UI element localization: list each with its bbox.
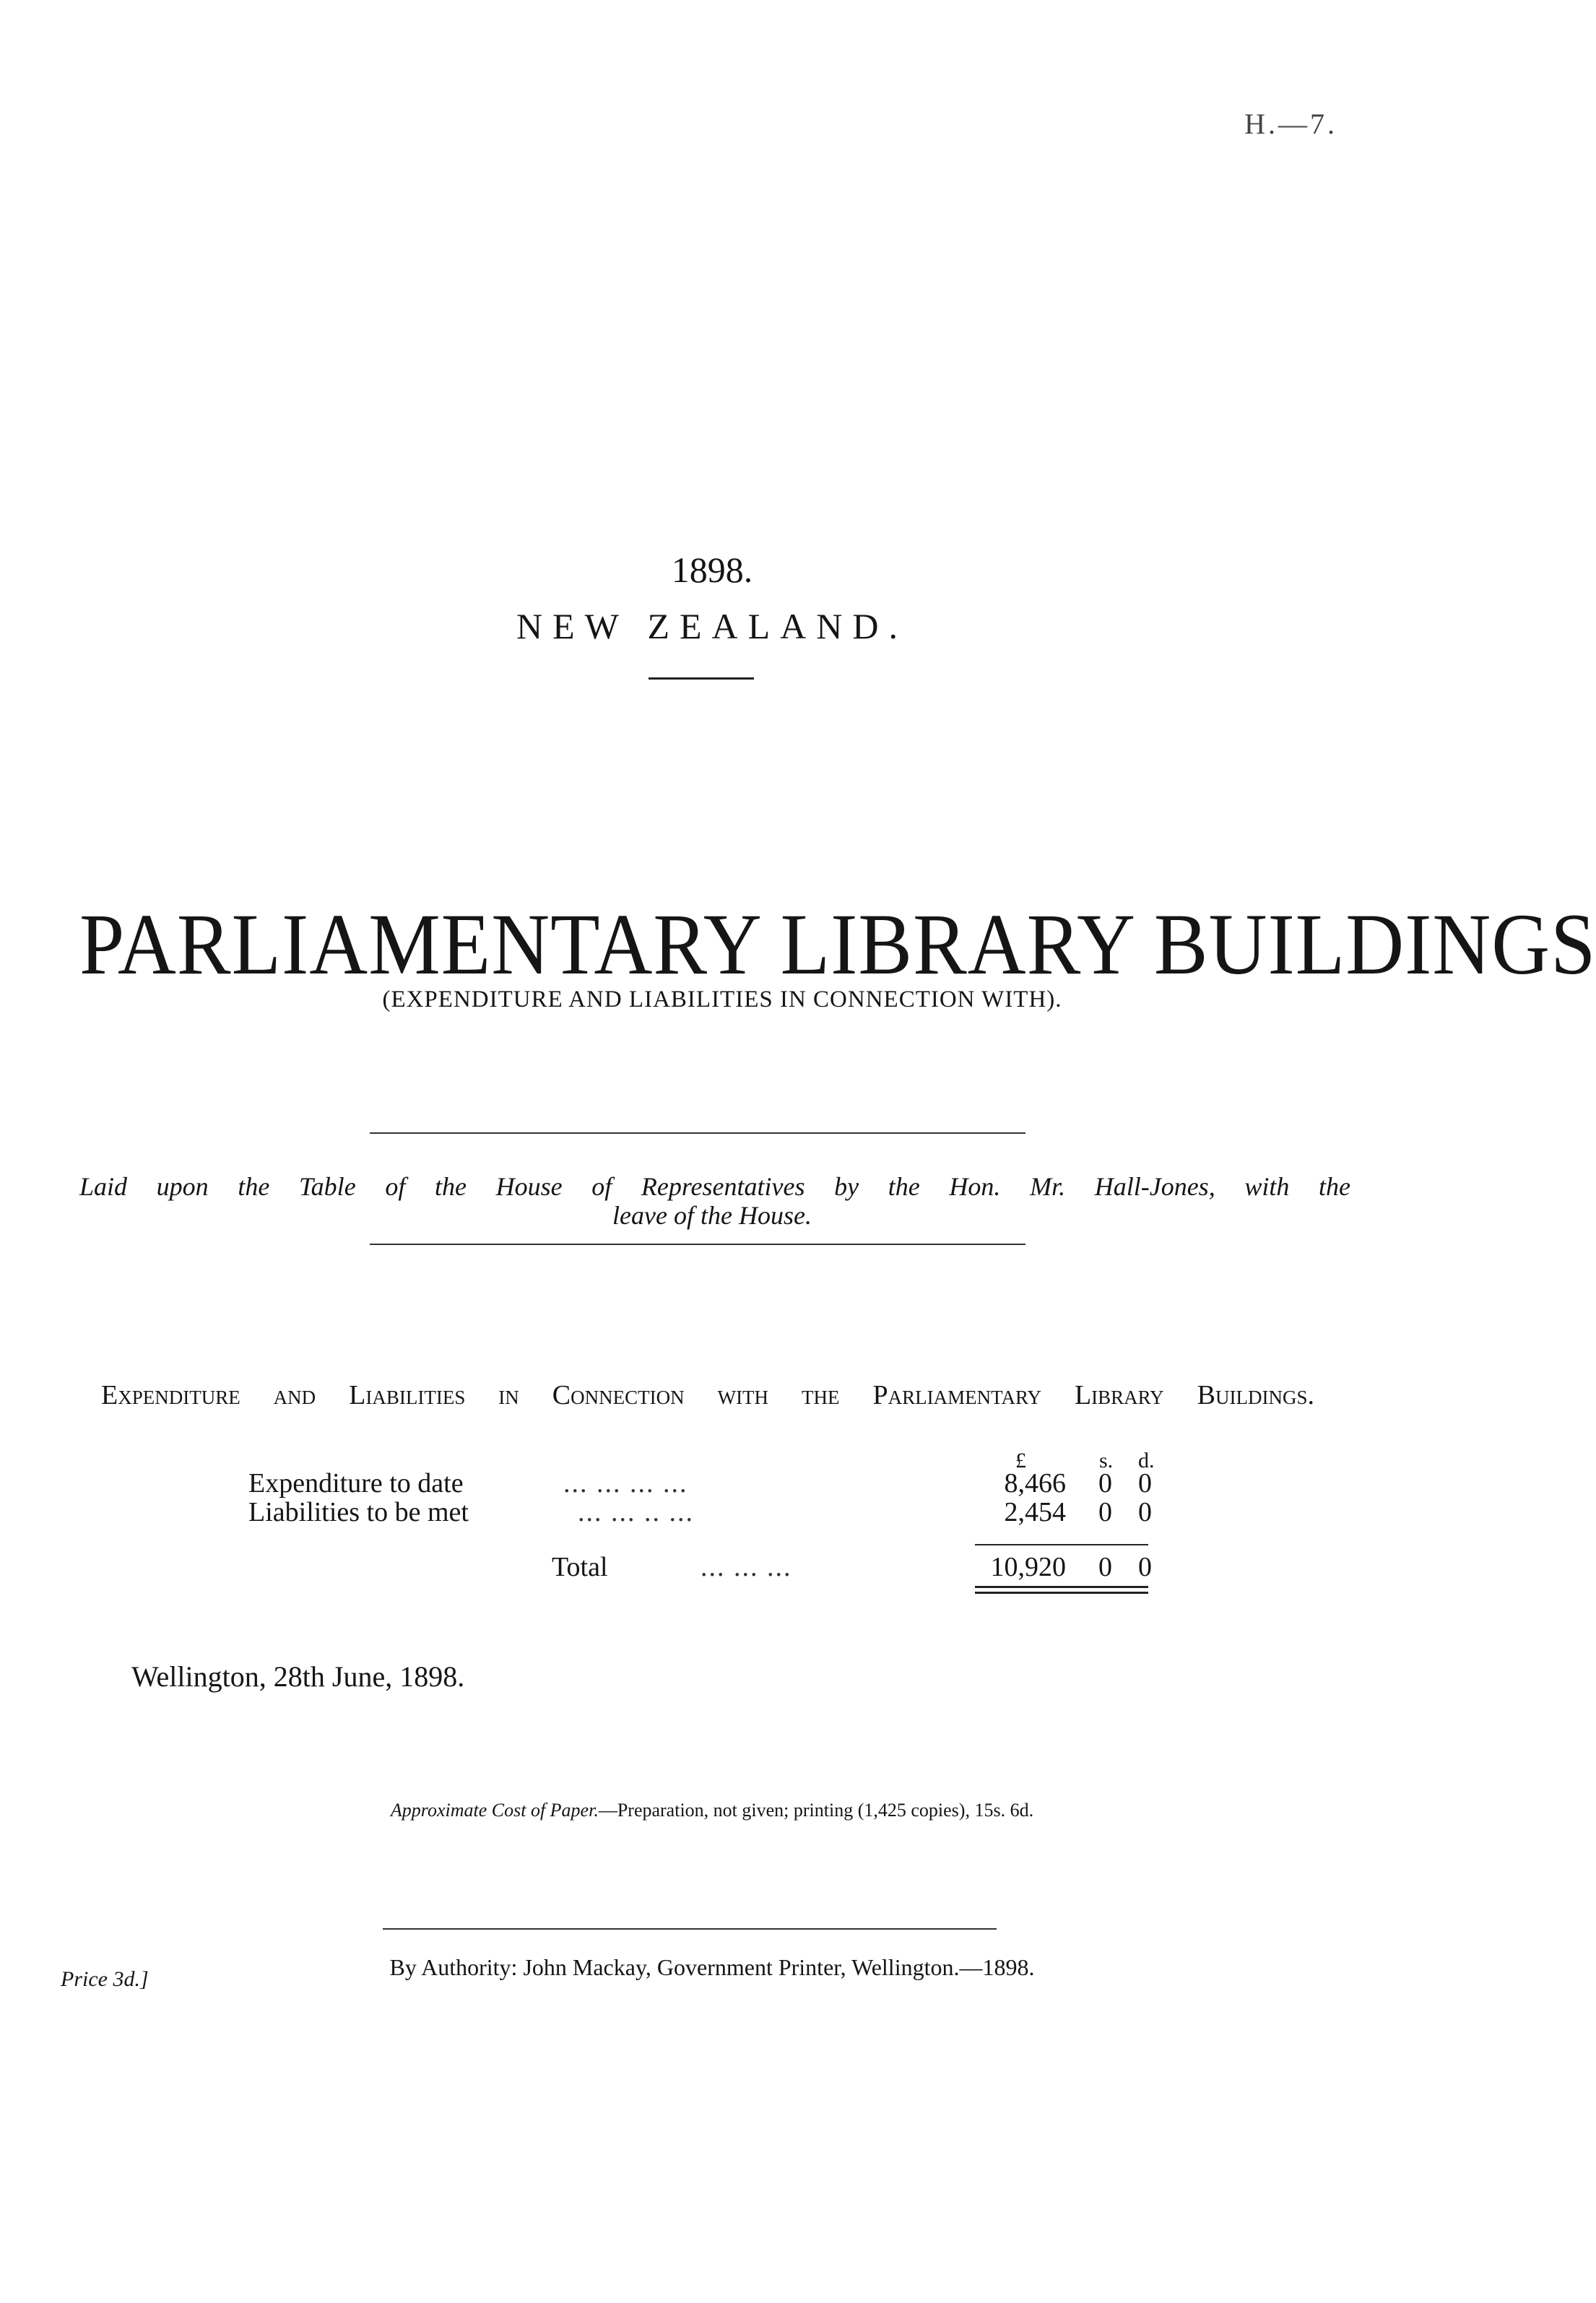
leader-dots: ... ... ... — [701, 1552, 792, 1582]
total-pounds-value: 10,920 — [990, 1552, 1066, 1582]
total-rule — [975, 1544, 1148, 1545]
laid-upon-table-line: Laid upon the Table of the House of Representatives by the Hon. Mr. Hall-Jones, with the — [79, 1172, 1350, 1201]
column-header-pence: d. — [1138, 1449, 1155, 1473]
price-label: Price 3d.] — [61, 1967, 149, 1991]
total-label: Total — [552, 1552, 608, 1582]
page-reference: H.—7. — [1244, 108, 1337, 140]
pence-value: 0 — [1138, 1468, 1152, 1499]
leader-dots: ... ... ... ... — [563, 1468, 688, 1499]
pence-value: 0 — [1138, 1497, 1152, 1527]
column-header-pounds: £ — [1015, 1449, 1026, 1473]
laid-upon-table-line-continued: leave of the House. — [612, 1201, 812, 1230]
pounds-value: 8,466 — [1004, 1468, 1066, 1499]
divider — [370, 1244, 1025, 1245]
document-year: 1898. — [671, 550, 753, 590]
shillings-value: 0 — [1098, 1497, 1112, 1527]
leader-dots: ... ... .. ... — [578, 1497, 694, 1527]
row-label: Liabilities to be met — [248, 1497, 469, 1527]
cost-of-paper-note — [0, 1800, 1424, 1821]
table-heading: Expenditure and Liabilities in Connection with the Parliamentary Library Buildings. — [101, 1380, 1314, 1410]
shillings-value: 0 — [1098, 1468, 1112, 1499]
column-header-shillings: s. — [1099, 1449, 1114, 1473]
country-heading: NEW ZEALAND. — [516, 606, 908, 646]
cost-note-label: Approximate Cost of Paper. — [390, 1800, 599, 1821]
divider — [370, 1132, 1025, 1134]
cost-note-text: —Preparation, not given; printing (1,425 copies), 15s. 6d. — [598, 1800, 1034, 1821]
row-label: Expenditure to date — [248, 1468, 464, 1499]
document-title: PARLIAMENTARY LIBRARY BUILDINGS — [79, 896, 1596, 993]
double-rule-lower — [975, 1592, 1148, 1594]
total-pence-value: 0 — [1138, 1552, 1152, 1582]
double-rule-upper — [975, 1586, 1148, 1588]
document-subtitle: (EXPENDITURE AND LIABILITIES IN CONNECTION WITH). — [382, 986, 1062, 1012]
divider — [649, 677, 754, 680]
pounds-value: 2,454 — [1004, 1497, 1066, 1527]
place-and-date: Wellington, 28th June, 1898. — [131, 1660, 465, 1693]
divider — [383, 1928, 997, 1930]
printer-imprint: By Authority: John Mackay, Government Printer, Wellington.—1898. — [389, 1954, 1035, 1980]
total-shillings-value: 0 — [1098, 1552, 1112, 1582]
